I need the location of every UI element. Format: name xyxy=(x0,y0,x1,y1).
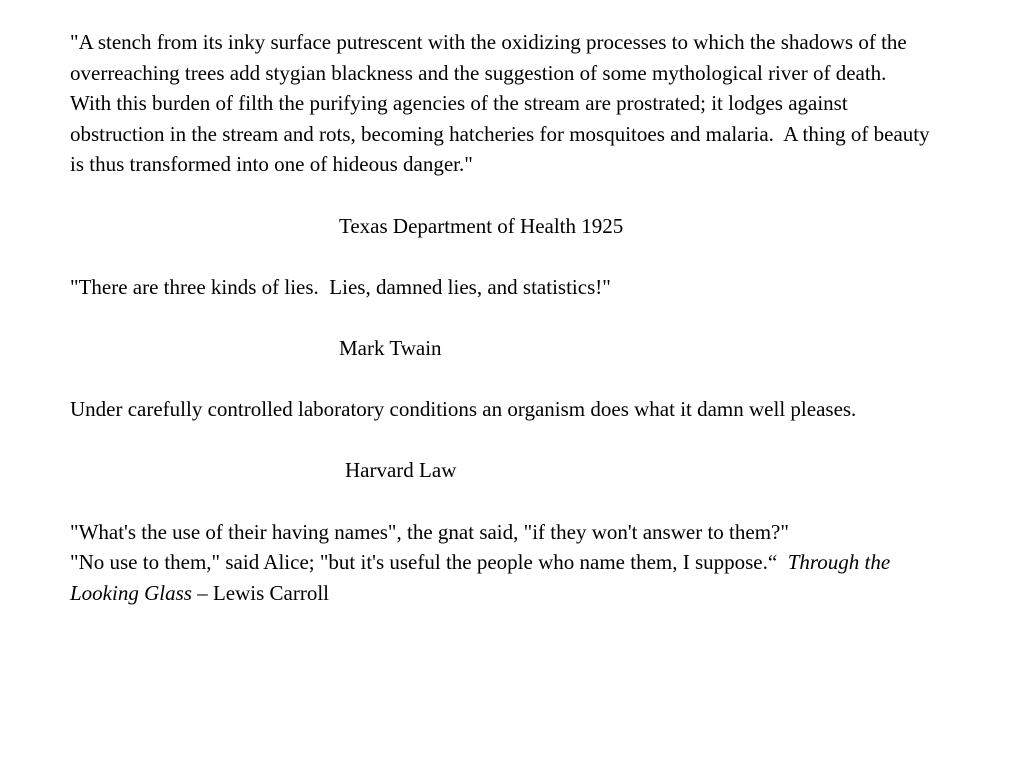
spacer xyxy=(70,486,930,517)
source-author: – Lewis Carroll xyxy=(191,580,329,605)
source-title: Through the Looking Glass xyxy=(70,550,896,605)
spacer xyxy=(70,364,930,395)
attribution-texas-health: Texas Department of Health 1925 xyxy=(339,213,624,238)
quote-lies-statistics: "There are three kinds of lies. Lies, damned lies, and statistics!" xyxy=(70,274,611,299)
quote-gnat-names: "What's the use of their having names", the gnat said, "if they won't answer to them?" xyxy=(70,519,789,544)
quote-river-of-death: "A stench from its inky surface putrescent with the oxidizing processes to which the shadows of the overreaching trees add stygian blackness and the suggestion of some mythological river of death. With this burden of filth the purifying agencies of the stream are prostrated; it lodges against obstruction in the stream and rots, becoming hatcheries for mosquitoes and malaria. A thing of beauty is thus transformed into one of hideous danger." xyxy=(70,30,935,177)
spacer xyxy=(70,425,930,456)
quote-alice-reply xyxy=(70,547,930,608)
spacer xyxy=(70,180,930,211)
spacer xyxy=(70,302,930,333)
spacer xyxy=(70,241,930,272)
quote-harvard-law: Under carefully controlled laboratory conditions an organism does what it damn well pleases. xyxy=(70,397,857,422)
quote-alice-text: "No use to them," said Alice; "but it's useful the people who name them, I suppose.“ xyxy=(70,550,788,575)
quotes-slide xyxy=(70,27,935,608)
attribution-mark-twain: Mark Twain xyxy=(339,335,442,360)
attribution-harvard-law: Harvard Law xyxy=(345,458,457,483)
